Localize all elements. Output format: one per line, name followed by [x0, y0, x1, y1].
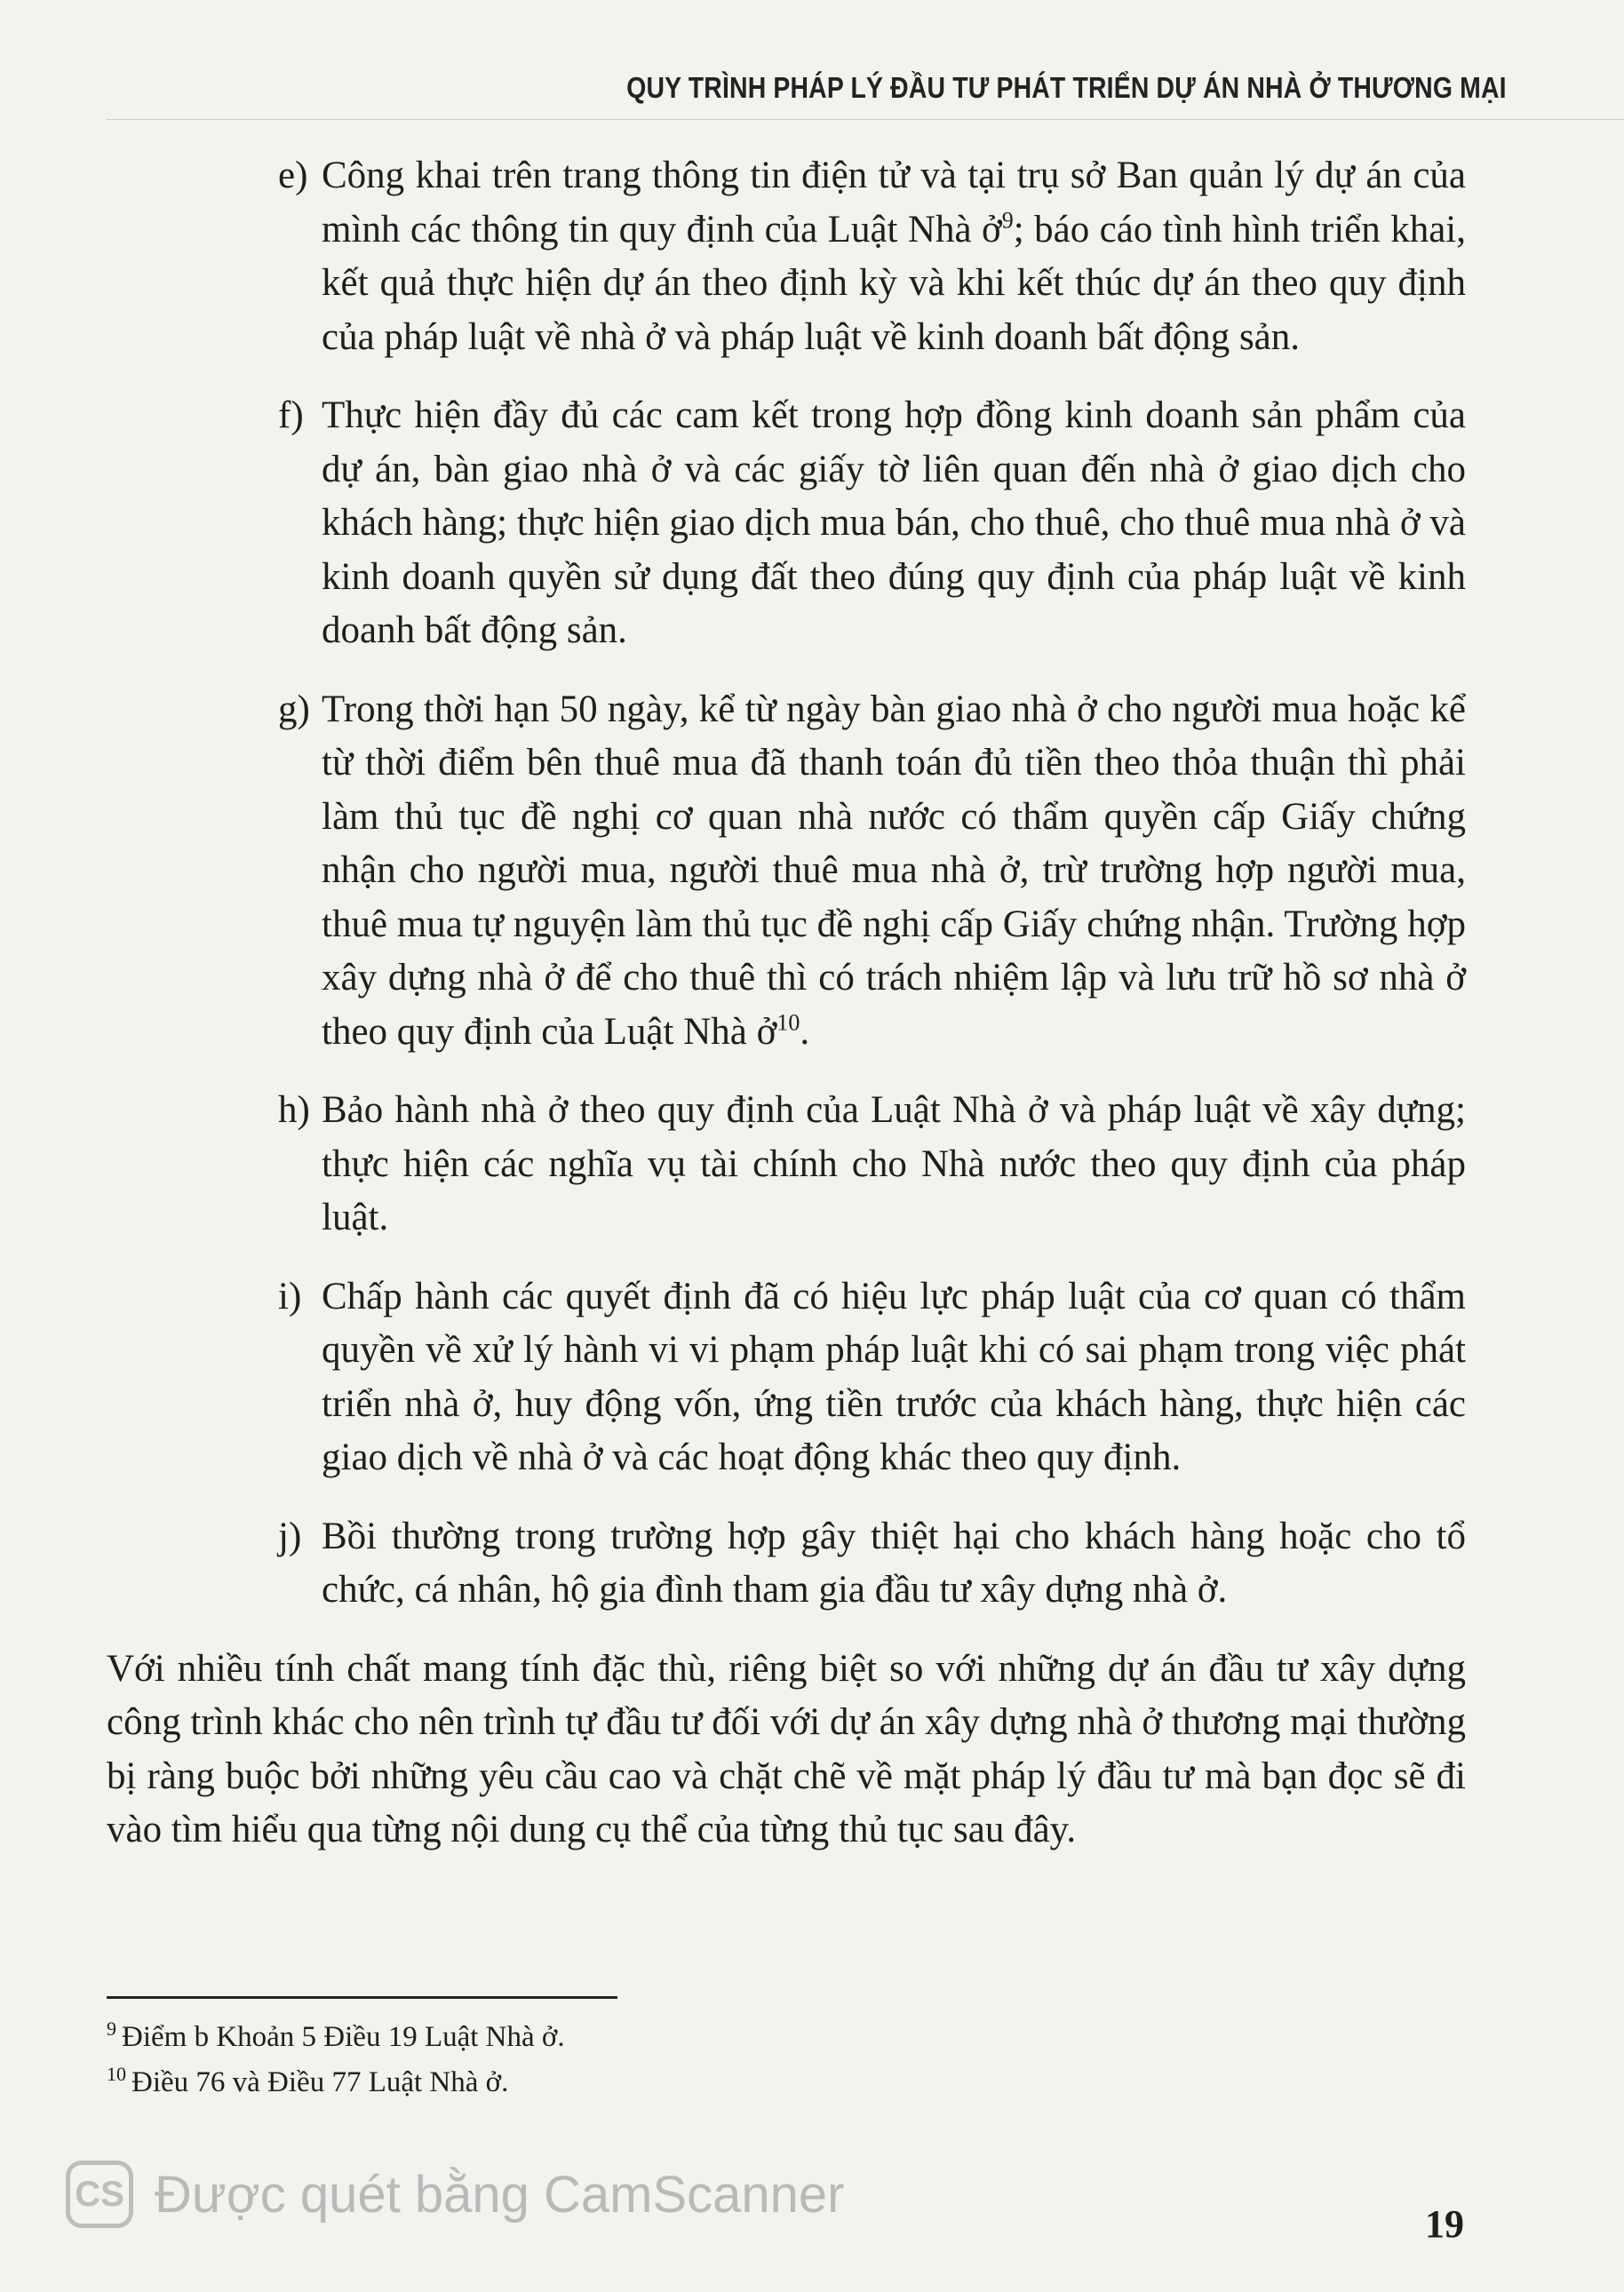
footnotes [107, 2015, 565, 2105]
list-item-g [193, 683, 1466, 1060]
footnote-ref: 9 [1001, 207, 1014, 234]
list-item-i [193, 1270, 1466, 1485]
list-item-text: Bồi thường trong trường hợp gây thiệt hại cho khách hàng hoặc cho tổ chức, cá nhân, hộ gia đình tham gia đầu tư xây dựng nhà ở. [322, 1515, 1466, 1611]
list-item-label: g) [278, 688, 310, 730]
closing-paragraph: Với nhiều tính chất mang tính đặc thù, riêng biệt so với những dự án đầu tư xây dựng công trình khác cho nên trình tự đầu tư đối với dự án xây dựng nhà ở thương mại thường bị ràng buộc bởi những yêu cầu cao và chặt chẽ về mặt pháp lý đầu tư mà bạn đọc sẽ đi vào tìm hiểu qua từng nội dung cụ thể của từng thủ tục sau đây. [107, 1647, 1466, 1850]
page-number: 19 [1425, 2202, 1464, 2246]
list-item-label: h) [278, 1089, 310, 1131]
list-item-label: e) [278, 155, 308, 196]
footnote-text: Điều 76 và Điều 77 Luật Nhà ở. [131, 2066, 509, 2098]
list-item-j [193, 1510, 1466, 1618]
list-item-label: f) [278, 394, 304, 436]
footnote-item [107, 2015, 565, 2060]
footnote-item [107, 2060, 565, 2105]
page-body [107, 149, 1466, 1858]
footnote-number: 9 [107, 2017, 116, 2040]
footnote-rule [107, 1996, 617, 1999]
camscanner-logo-icon: CS [66, 2161, 133, 2228]
list-item-text: Thực hiện đầy đủ các cam kết trong hợp đồng kinh doanh sản phẩm của dự án, bàn giao nhà ở và các giấy tờ liên quan đến nhà ở giao dịch cho khách hàng; thực hiện giao dịch mua bán, cho thuê, cho thuê mua nhà ở và kinh doanh quyền sử dụng đất theo đúng quy định của pháp luật về kinh doanh bất động sản. [322, 394, 1466, 651]
running-head: QUY TRÌNH PHÁP LÝ ĐẦU TƯ PHÁT TRIỂN DỰ ÁN NHÀ Ở THƯƠNG MẠI [626, 71, 1507, 104]
list-item-text: Công khai trên trang thông tin điện tử và tại trụ sở Ban quản lý dự án của mình các thông tin quy định của Luật Nhà ở$^9$; báo cáo tình hình triển khai, kết quả thực hiện dự án theo định kỳ và khi kết thúc dự án theo quy định của pháp luật về nhà ở và pháp luật về kinh doanh bất động sản. [322, 155, 1466, 358]
camscanner-text: Được quét bằng CamScanner [155, 2165, 845, 2224]
list-item-f [193, 389, 1466, 658]
footnote-number: 10 [107, 2063, 126, 2085]
list-item-h [193, 1084, 1466, 1245]
list-item-label: i) [278, 1275, 302, 1317]
footnote-text: Điểm b Khoản 5 Điều 19 Luật Nhà ở. [122, 2021, 565, 2053]
header-rule [107, 119, 1624, 120]
list-item-text: Chấp hành các quyết định đã có hiệu lực pháp luật của cơ quan có thẩm quyền về xử lý hành vi vi phạm pháp luật khi có sai phạm trong việc phát triển nhà ở, huy động vốn, ứng tiền trước của khách hàng, thực hiện các giao dịch về nhà ở và các hoạt động khác theo quy định. [322, 1275, 1466, 1478]
list-item-text: Bảo hành nhà ở theo quy định của Luật Nhà ở và pháp luật về xây dựng; thực hiện các nghĩa vụ tài chính cho Nhà nước theo quy định của pháp luật. [322, 1089, 1466, 1238]
footnote-ref: 10 [776, 1009, 800, 1036]
list-item-e [193, 149, 1466, 364]
list-item-text: Trong thời hạn 50 ngày, kể từ ngày bàn giao nhà ở cho người mua hoặc kể từ thời điểm bên thuê mua đã thanh toán đủ tiền theo thỏa thuận thì phải làm thủ tục đề nghị cơ quan nhà nước có thẩm quyền cấp Giấy chứng nhận cho người mua, người thuê mua nhà ở, trừ trường hợp người mua, thuê mua tự nguyện làm thủ tục đề nghị cấp Giấy chứng nhận. Trường hợp xây dựng nhà ở để cho thuê thì có trách nhiệm lập và lưu trữ hồ sơ nhà ở theo quy định của Luật Nhà ở$^{10}$. [322, 688, 1466, 1053]
list-item-label: j) [278, 1515, 302, 1557]
camscanner-watermark [66, 2161, 845, 2228]
